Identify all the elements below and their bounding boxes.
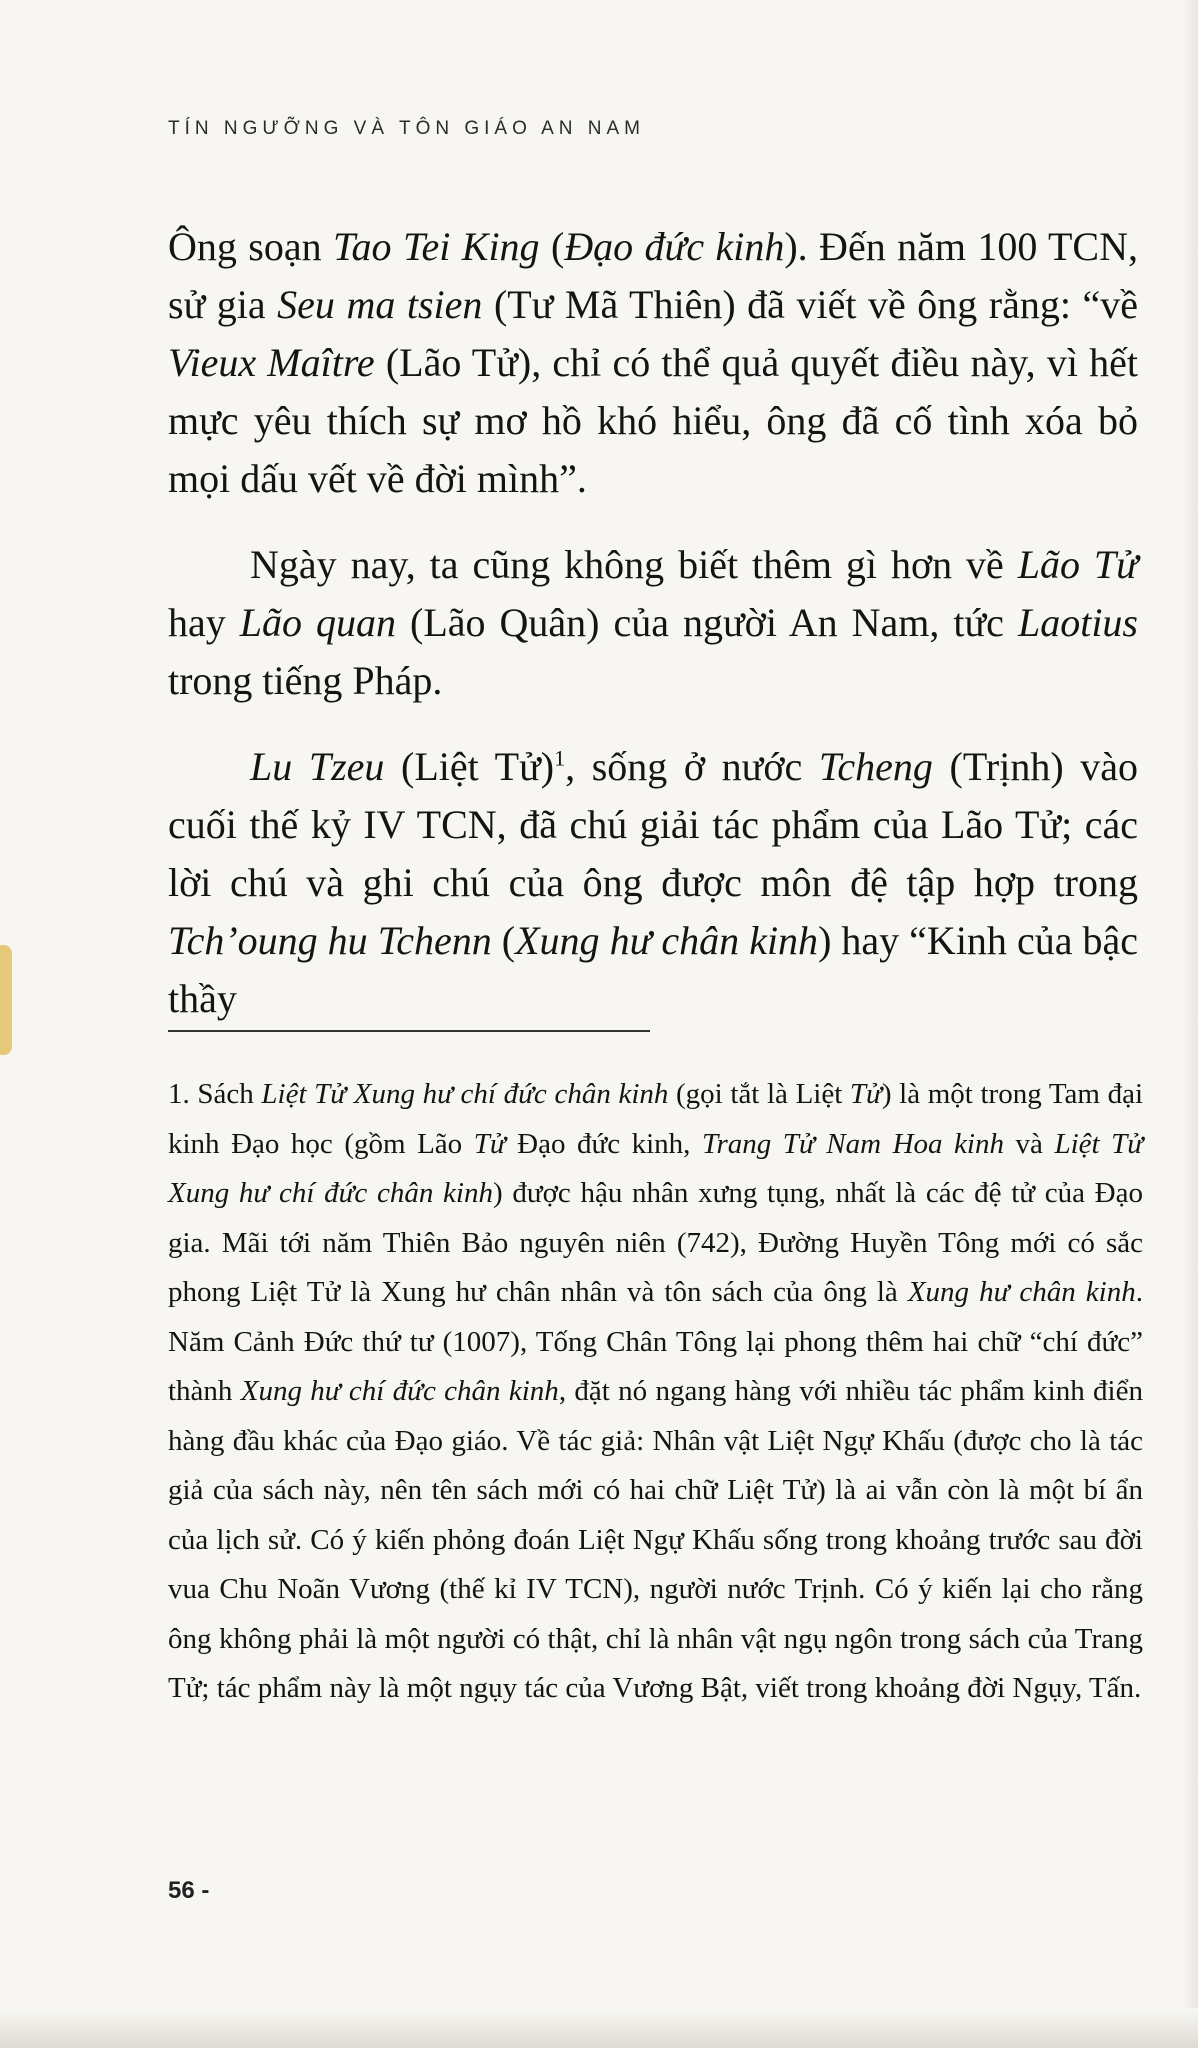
running-header: TÍN NGƯỠNG VÀ TÔN GIÁO AN NAM	[168, 118, 645, 139]
main-text	[168, 218, 1138, 1056]
paragraph-1: Ông soạn Tao Tei King (Đạo đức kinh). Đến năm 100 TCN, sử gia Seu ma tsien (Tư Mã Thiên) đã viết về ông rằng: “về Vieux Maître (Lão Tử), chỉ có thể quả quyết điều này, vì hết mực yêu thích sự mơ hồ khó hiểu, ông đã cố tình xóa bỏ mọi dấu vết về đời mình”.	[168, 224, 1138, 501]
page-bottom-shadow	[0, 2008, 1198, 2048]
paragraph-2: Ngày nay, ta cũng không biết thêm gì hơn về Lão Tử hay Lão quan (Lão Quân) của người An Nam, tức Laotius trong tiếng Pháp.	[168, 542, 1138, 703]
page-edge-shadow	[1184, 0, 1198, 2048]
footnote-text: 1. Sách Liệt Tử Xung hư chí đức chân kinh (gọi tắt là Liệt Tử) là một trong Tam đại kinh Đạo học (gồm Lão Tử Đạo đức kinh, Trang Tử Nam Hoa kinh và Liệt Tử Xung hư chí đức chân kinh) được hậu nhân xưng tụng, nhất là các đệ tử của Đạo gia. Mãi tới năm Thiên Bảo nguyên niên (742), Đường Huyền Tông mới có sắc phong Liệt Tử là Xung hư chân nhân và tôn sách của ông là Xung hư chân kinh. Năm Cảnh Đức thứ tư (1007), Tống Chân Tông lại phong thêm hai chữ “chí đức” thành Xung hư chí đức chân kinh, đặt nó ngang hàng với nhiều tác phẩm kinh điển hàng đầu khác của Đạo giáo. Về tác giả: Nhân vật Liệt Ngự Khấu (được cho là tác giả của sách này, nên tên sách mới có hai chữ Liệt Tử) là ai vẫn còn là một bí ẩn của lịch sử. Có ý kiến phỏng đoán Liệt Ngự Khấu sống trong khoảng trước sau đời vua Chu Noãn Vương (thế kỉ IV TCN), người nước Trịnh. Có ý kiến lại cho rằng ông không phải là một người có thật, chỉ là nhân vật ngụ ngôn trong sách của Trang Tử; tác phẩm này là một ngụy tác của Vương Bật, viết trong khoảng đời Ngụy, Tấn.	[168, 1078, 1144, 1704]
footnote	[168, 1070, 1143, 1714]
footnote-marker[interactable]: 1	[554, 745, 566, 771]
thumb-edge	[0, 945, 12, 1055]
page-number: 56 -	[168, 1877, 210, 1904]
footnote-divider	[168, 1030, 650, 1032]
paragraph-3: Lu Tzeu (Liệt Tử)$^1$, sống ở nước Tcheng (Trịnh) vào cuối thế kỷ IV TCN, đã chú giải tác phẩm của Lão Tử; các lời chú và ghi chú của ông được môn đệ tập hợp trong Tch’oung hu Tchenn (Xung hư chân kinh) hay “Kinh của bậc thầy	[168, 744, 1139, 1021]
